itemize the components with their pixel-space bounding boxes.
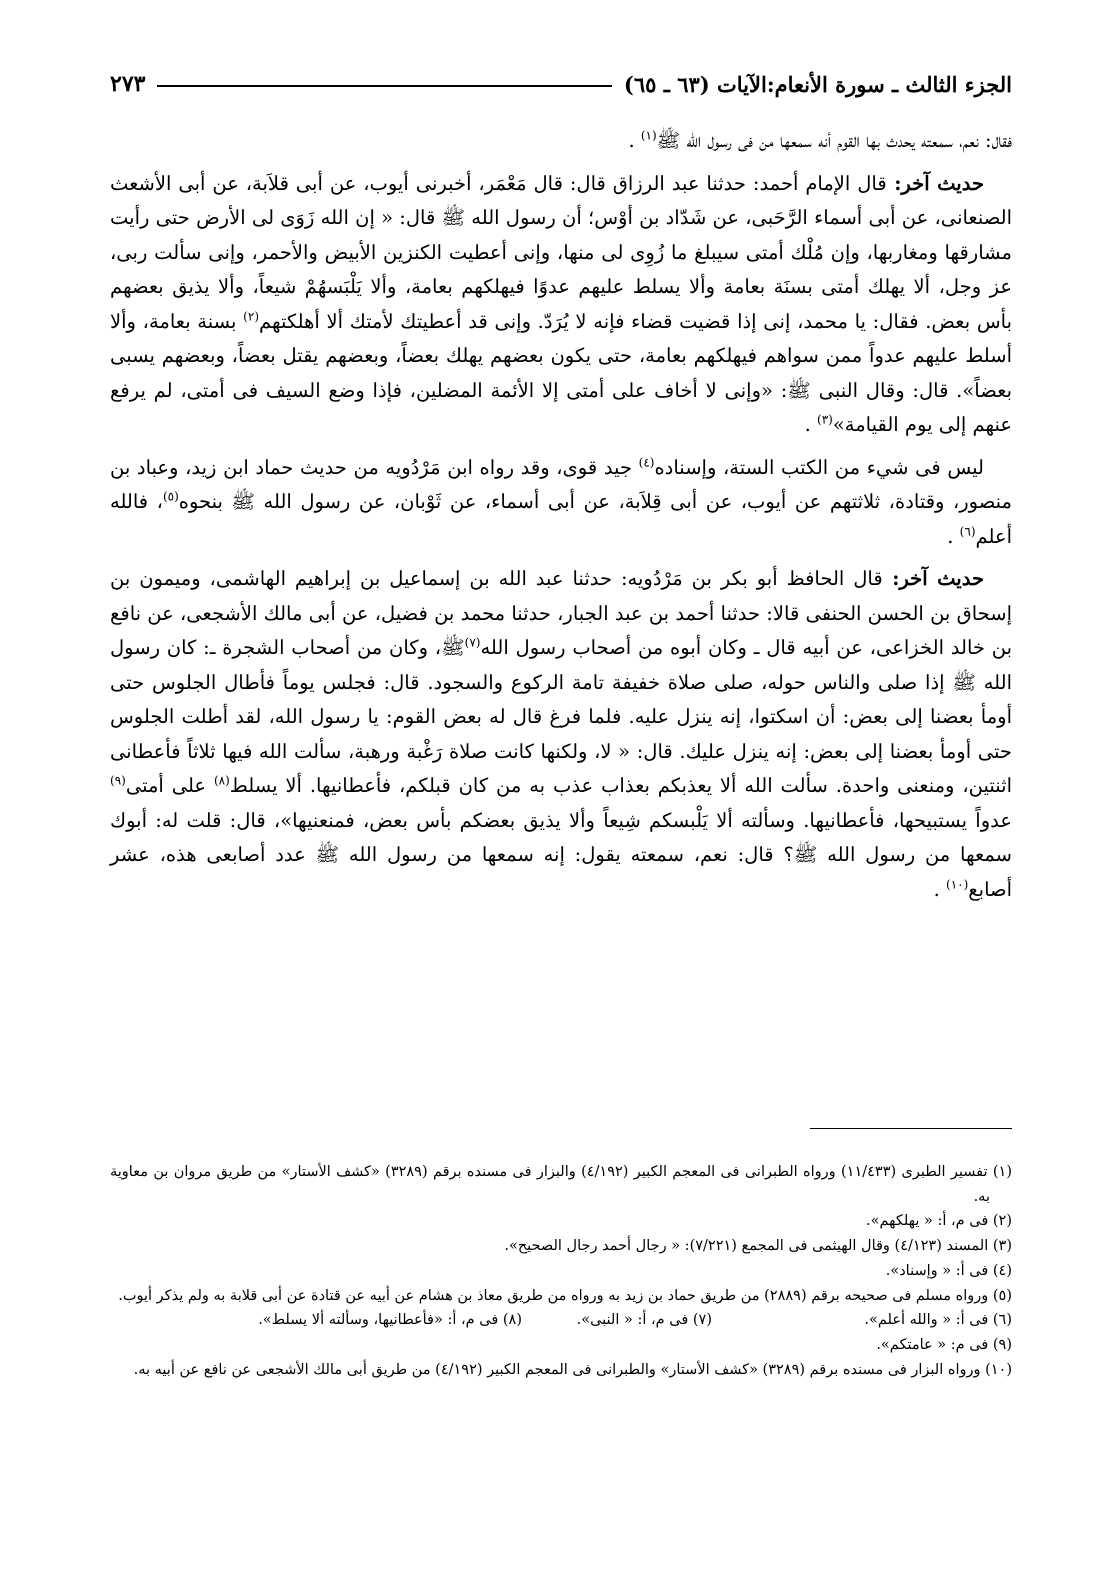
footnote-ref-5: (٥): [162, 489, 179, 504]
footnote-row-6-8: [110, 1308, 1012, 1333]
footnote-4: (٤) فى أ: « وإسناد».: [885, 1262, 1012, 1279]
footnotes: [110, 1160, 1012, 1382]
footnote-9: (٩) فى م: « عامتكم».: [876, 1336, 1012, 1353]
header-title: الجزء الثالث ـ سورة الأنعام:الآيات (٦٣ ـ ٦٥): [623, 71, 1012, 97]
paragraph-1-end: .: [628, 129, 641, 152]
paragraph-3: [110, 451, 1012, 555]
paragraph-4-text: قال الحافظ أبو بكر بن مَرْدُويه: حدثنا عبد الله بن إسماعيل بن إبراهيم الهاشمى، وميمون بن إسحاق بن الحسن الحنفى قالا: حدثنا أحمد بن عبد الجبار، حدثنا محمد بن فضيل، عن أبى مالك الأشجعى، عن نافع بن خالد الخزاعى، عن أبيه قال ـ وكان أبوه من أصحاب رسول الله: [110, 567, 1013, 659]
paragraph-4-end: .: [933, 877, 946, 901]
paragraph-3-text: ليس فى شيء من الكتب الستة، وإسناده: [654, 455, 985, 479]
paragraph-2: [110, 167, 1012, 443]
paragraph-4-text-b: ﷺ، وكان من أصحاب الشجرة ـ: كان رسول الله ﷺ إذا صلى والناس حوله، صلى صلاة خفيفة تامة الركوع والسجود. قال: فجلس يوماً فأطال الجلوس حتى أومأ بعضنا إلى بعض: أن اسكتوا، إنه ينزل عليه. فلما فرغ قال له بعض القوم: يا رسول الله، لقد أطلت الجلوس حتى أومأ بعضنا إلى بعض: إنه ينزل عليك. قال: « لا، ولكنها كانت صلاة رَغْبة ورهبة، سألت الله فيها ثلاثاً فأعطانى اثنتين، ومنعنى واحدة. سألت الله ألا يعذبكم بعذاب عذب به من كان قبلكم، فأعطانيها. ألا يسلط: [110, 636, 1012, 797]
paragraph-4: [110, 562, 1012, 907]
paragraph-2-text: قال الإمام أحمد: حدثنا عبد الرزاق قال: قال مَعْمَر، أخبرنى أيوب، عن أبى قلاَبة، عن أبى الأشعث الصنعانى، عن أبى أسماء الرَّحَبى، عن شَدّاد بن أوْس؛ أن رسول الله ﷺ قال: « إن الله زَوَى لى الأرض حتى رأيت مشارقها ومغاربها، وإن مُلْك أمتى سيبلغ ما زُوِى لى منها، وإنى أعطيت الكنزين الأبيض والأحمر، وإنى سألت ربى، عز وجل، ألا يهلك أمتى بسنَة بعامة وألا يسلط عليهم عدوًا فيهلكهم بعامة، وألا يَلْبَسهُمْ شيعاً، وألا يذيق بعضهم بأس بعض. فقال: يا محمد، إنى إذا قضيت قضاء فإنه لا يُرَدّ. وإنى قد أعطيتك لأمتك ألا أهلكتهم: [110, 171, 1012, 333]
footnote-7: (٧) فى م، أ: « النبى».: [576, 1312, 712, 1329]
header-rule: [157, 85, 611, 87]
footnote-ref-7: (٧): [464, 635, 481, 650]
hadith-heading-2: حديث آخر:: [882, 567, 985, 590]
footnote-ref-4: (٤): [638, 455, 655, 469]
main-text: [110, 124, 1012, 915]
footnote-8: (٨) فى م، أ: «فأعطانيها، وسألته ألا يسلط».: [258, 1312, 522, 1329]
footnote-2: (٢) فى م، أ: « يهلكهم».: [866, 1213, 1012, 1230]
paragraph-3-end: .: [947, 524, 960, 548]
running-header: [110, 66, 1012, 102]
footnote-ref-6: (٦): [959, 524, 976, 538]
footnote-ref-2: (٢): [243, 309, 259, 323]
hadith-heading: حديث آخر:: [886, 171, 985, 195]
footnote-5: (٥) ورواه مسلم فى صحيحه برقم (٢٨٨٩) من طريق حماد بن زيد به ورواه من طريق معاذ بن هشام عن أبيه عن قتادة عن أبى قلابة به ولم يذكر أيوب.: [118, 1287, 1012, 1304]
footnote-ref-8: (٨): [213, 773, 230, 788]
footnote-ref-9: (٩): [110, 773, 126, 788]
paragraph-1-text: فقال: نعم، سمعته يحدث بها القوم أنه سمعها من فى رسول الله ﷺ: [656, 129, 1012, 152]
footnote-ref-3: (٣): [817, 412, 833, 427]
paragraph-2-end: .: [804, 413, 818, 436]
footnote-1: (١) تفسير الطبرى (١١/٤٣٣) ورواه الطبرانى فى المعجم الكبير (٤/١٩٢) والبزار فى مسنده برقم (٣٢٨٩) «كشف الأستار» من طريق مروان بن معاوية به.: [110, 1164, 1013, 1205]
footnote-10: (١٠) ورواه البزار فى مسنده برقم (٣٢٨٩) «كشف الأستار» والطبرانى فى المعجم الكبير (٤/١٩٢) من طريق أبى مالك الأشجعى عن نافع عن أبيه به.: [133, 1361, 1012, 1378]
page-number: ٢٧٣: [110, 71, 146, 97]
footnote-ref-10: (١٠): [946, 877, 969, 891]
paragraph-2-text-b: بسنة بعامة، وألا أسلط عليهم عدواً ممن سواهم فيهلكهم بعامة، حتى يكون بعضهم يهلك بعضاً، وبعضهم يقتل بعضاً، وبعضهم يسبى بعضاً». قال: وقال النبى ﷺ: «وإنى لا أخاف على أمتى إلا الأئمة المضلين، فإذا وضع السيف فى أمتى، لم يرفع عنهم إلى يوم القيامة»: [110, 309, 1012, 436]
paragraph-3-text-c: ، فالله أعلم: [110, 490, 1012, 548]
paragraph-4-text-c: على أمتى: [125, 774, 214, 797]
footnote-6: (٦) فى أ: « والله أعلم».: [864, 1312, 1012, 1329]
paragraph-1: [110, 124, 1012, 159]
footnote-3: (٣) المسند (٤/١٢٣) وقال الهيثمى فى المجمع (٧/٢٢١): « رجال أحمد رجال الصحيح».: [504, 1238, 1012, 1255]
paragraph-3-text-b: جيد قوى، وقد رواه ابن مَرْدُويه من حديث حماد ابن زيد، وعباد بن منصور، وقتادة، ثلاثتهم عن أيوب، عن أبى قِلاَبة، عن أبى أسماء، عن ثَوْبان، عن رسول الله ﷺ بنحوه: [110, 455, 1012, 513]
footnote-ref-1: (١): [640, 128, 657, 143]
footnote-divider: [810, 1128, 1012, 1129]
paragraph-4-text-d: عدواً يستبيحها، فأعطانيها. وسألته ألا يَلْبسكم شِيعاً وألا يذيق بعضكم بأس بعض، فمنعنيها»، قال: قلت له: أبوك سمعها من رسول الله ﷺ؟ قال: نعم، سمعته يقول: إنه سمعها من رسول الله ﷺ عدد أصابعى هذه، عشر أصابع: [110, 808, 1012, 901]
